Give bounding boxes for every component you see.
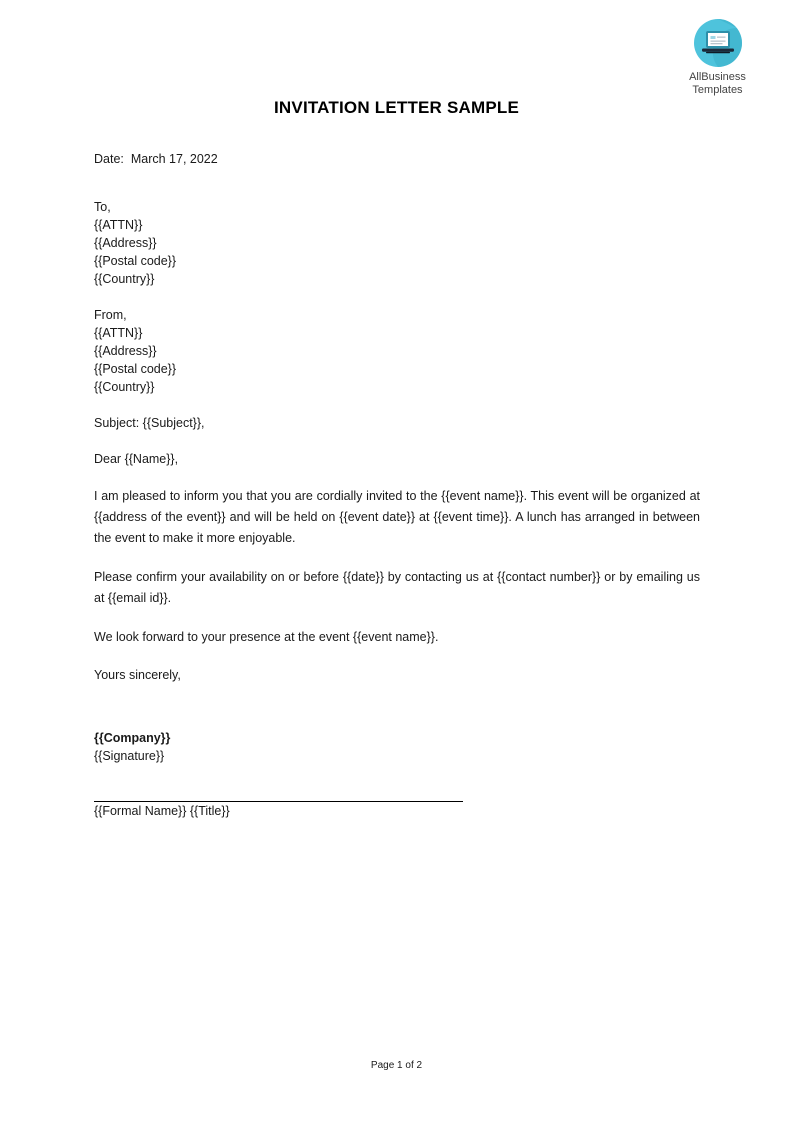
closing-line: Yours sincerely, — [94, 668, 181, 682]
recipient-address-block — [94, 198, 700, 288]
body-paragraph-3: We look forward to your presence at the event {{event name}}. — [94, 630, 439, 644]
date-value: March 17, 2022 — [130, 152, 218, 166]
logo-text-line2: Templates — [692, 84, 743, 96]
to-attn: {{ATTN}} — [94, 218, 143, 232]
letter-body — [94, 150, 700, 820]
brand-logo — [675, 18, 760, 97]
to-postal-code: {{Postal code}} — [94, 254, 177, 268]
formal-name-title: {{Formal Name}} {{Title}} — [94, 804, 230, 818]
from-country: {{Country}} — [94, 380, 155, 394]
from-postal-code: {{Postal code}} — [94, 362, 177, 376]
from-attn: {{ATTN}} — [94, 326, 143, 340]
signature-placeholder: {{Signature}} — [94, 749, 165, 763]
from-heading: From, — [94, 308, 127, 322]
date-label: Date: — [94, 152, 124, 166]
to-address: {{Address}} — [94, 236, 157, 250]
page-footer — [0, 1060, 793, 1071]
subject-line: Subject: {{Subject}}, — [94, 416, 205, 430]
company-name: {{Company}} — [94, 731, 171, 745]
laptop-icon — [693, 18, 743, 68]
body-paragraph-2: Please confirm your availability on or before {{date}} by contacting us at {{contact number}} or by emailing us at {{email id}}. — [94, 570, 700, 605]
body-paragraph-1: I am pleased to inform you that you are cordially invited to the {{event name}}. This event will be organized at {{address of the event}} and will be held on {{event date}} at {{event time}}. A lunch has arranged in between the event to make it more enjoyable. — [94, 489, 700, 545]
page-indicator: Page 1 of 2 — [370, 1060, 423, 1071]
sender-address-block — [94, 306, 700, 396]
to-heading: To, — [94, 200, 111, 214]
from-address: {{Address}} — [94, 344, 157, 358]
date-line — [94, 150, 700, 168]
logo-text-line1: AllBusiness — [689, 71, 746, 83]
to-country: {{Country}} — [94, 272, 155, 286]
salutation-line: Dear {{Name}}, — [94, 452, 179, 466]
page-title: INVITATION LETTER SAMPLE — [274, 98, 519, 117]
